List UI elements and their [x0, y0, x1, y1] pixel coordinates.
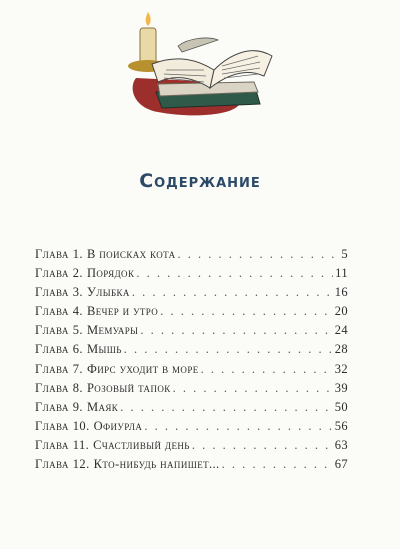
chapter-word: Глава — [35, 342, 69, 357]
page-number: 20 — [334, 304, 348, 319]
dot-leader — [160, 304, 333, 319]
page-number: 5 — [341, 247, 348, 261]
dot-leader — [144, 419, 332, 434]
chapter-label — [35, 362, 199, 377]
toc-entry[interactable] — [35, 285, 348, 304]
page-number: 67 — [334, 457, 348, 472]
chapter-word: Глава — [35, 399, 69, 414]
toc-entry[interactable] — [35, 400, 348, 419]
toc-entry[interactable] — [35, 323, 348, 342]
chapter-word: Глава — [35, 304, 69, 319]
table-of-contents — [35, 247, 348, 476]
chapter-number: 1. — [72, 247, 83, 261]
dot-leader — [140, 323, 332, 338]
dot-leader — [177, 247, 334, 262]
page-title: Содержание — [139, 170, 261, 192]
chapter-label — [35, 304, 158, 319]
page-number: 24 — [334, 323, 348, 338]
toc-entry[interactable] — [35, 342, 348, 361]
chapter-word: Глава — [35, 266, 69, 281]
page-number: 28 — [334, 342, 348, 357]
toc-entry[interactable] — [35, 381, 348, 400]
toc-entry[interactable] — [35, 304, 348, 323]
chapter-title: Фирс уходит в море — [86, 361, 199, 376]
dot-leader — [173, 381, 333, 396]
toc-entry[interactable] — [35, 247, 348, 266]
chapter-label — [35, 438, 190, 453]
chapter-word: Глава — [35, 418, 69, 433]
dot-leader — [124, 342, 333, 357]
chapter-number: 6. — [72, 342, 83, 357]
chapter-title: Мышь — [86, 342, 122, 357]
chapter-number: 12. — [72, 457, 90, 472]
chapter-label — [35, 381, 171, 396]
page-number: 16 — [334, 285, 348, 300]
chapter-word: Глава — [35, 247, 69, 261]
chapter-label — [35, 285, 130, 300]
dot-leader — [201, 362, 333, 377]
chapter-number: 10. — [72, 418, 90, 433]
chapter-label — [35, 419, 142, 434]
page-number: 50 — [334, 399, 348, 414]
page-number: 63 — [334, 437, 348, 452]
chapter-word: Глава — [35, 361, 69, 376]
chapter-number: 11. — [72, 437, 90, 452]
chapter-number: 4. — [72, 304, 83, 319]
chapter-label — [35, 266, 134, 281]
chapter-title: Офиурла — [93, 418, 143, 433]
page-number: 39 — [334, 380, 348, 395]
chapter-title: Маяк — [86, 399, 119, 414]
dot-leader — [192, 438, 333, 453]
open-book-icon — [118, 8, 278, 120]
chapter-number: 2. — [72, 266, 83, 281]
chapter-word: Глава — [35, 380, 69, 395]
book-candle-illustration — [118, 8, 278, 120]
chapter-word: Глава — [35, 323, 69, 338]
chapter-label — [35, 457, 220, 472]
dot-leader — [222, 457, 333, 472]
dot-leader — [132, 285, 333, 300]
chapter-title: Вечер и утро — [86, 304, 159, 319]
toc-entry[interactable] — [35, 438, 348, 457]
page-number: 11 — [335, 266, 348, 281]
toc-entry[interactable] — [35, 266, 348, 285]
chapter-title: Счастливый день — [93, 437, 190, 452]
page-number: 56 — [334, 418, 348, 433]
chapter-title: Кто-нибудь напишет... — [93, 457, 220, 472]
chapter-number: 9. — [72, 399, 83, 414]
chapter-word: Глава — [35, 457, 69, 472]
chapter-number: 7. — [72, 361, 83, 376]
chapter-label — [35, 400, 118, 415]
chapter-number: 8. — [72, 380, 83, 395]
chapter-word: Глава — [35, 437, 69, 452]
chapter-title: Мемуары — [86, 323, 139, 338]
chapter-title: В поисках кота — [86, 247, 176, 261]
chapter-label — [35, 247, 175, 262]
chapter-title: Розовый тапок — [86, 380, 171, 395]
chapter-label — [35, 342, 122, 357]
chapter-title: Порядок — [86, 266, 135, 281]
chapter-word: Глава — [35, 285, 69, 300]
toc-entry[interactable] — [35, 457, 348, 476]
chapter-number: 5. — [72, 323, 83, 338]
dot-leader — [120, 400, 333, 415]
toc-entry[interactable] — [35, 362, 348, 381]
dot-leader — [136, 266, 333, 281]
chapter-number: 3. — [72, 285, 83, 300]
toc-entry[interactable] — [35, 419, 348, 438]
page-number: 32 — [334, 361, 348, 376]
chapter-title: Улыбка — [86, 285, 130, 300]
chapter-label — [35, 323, 138, 338]
